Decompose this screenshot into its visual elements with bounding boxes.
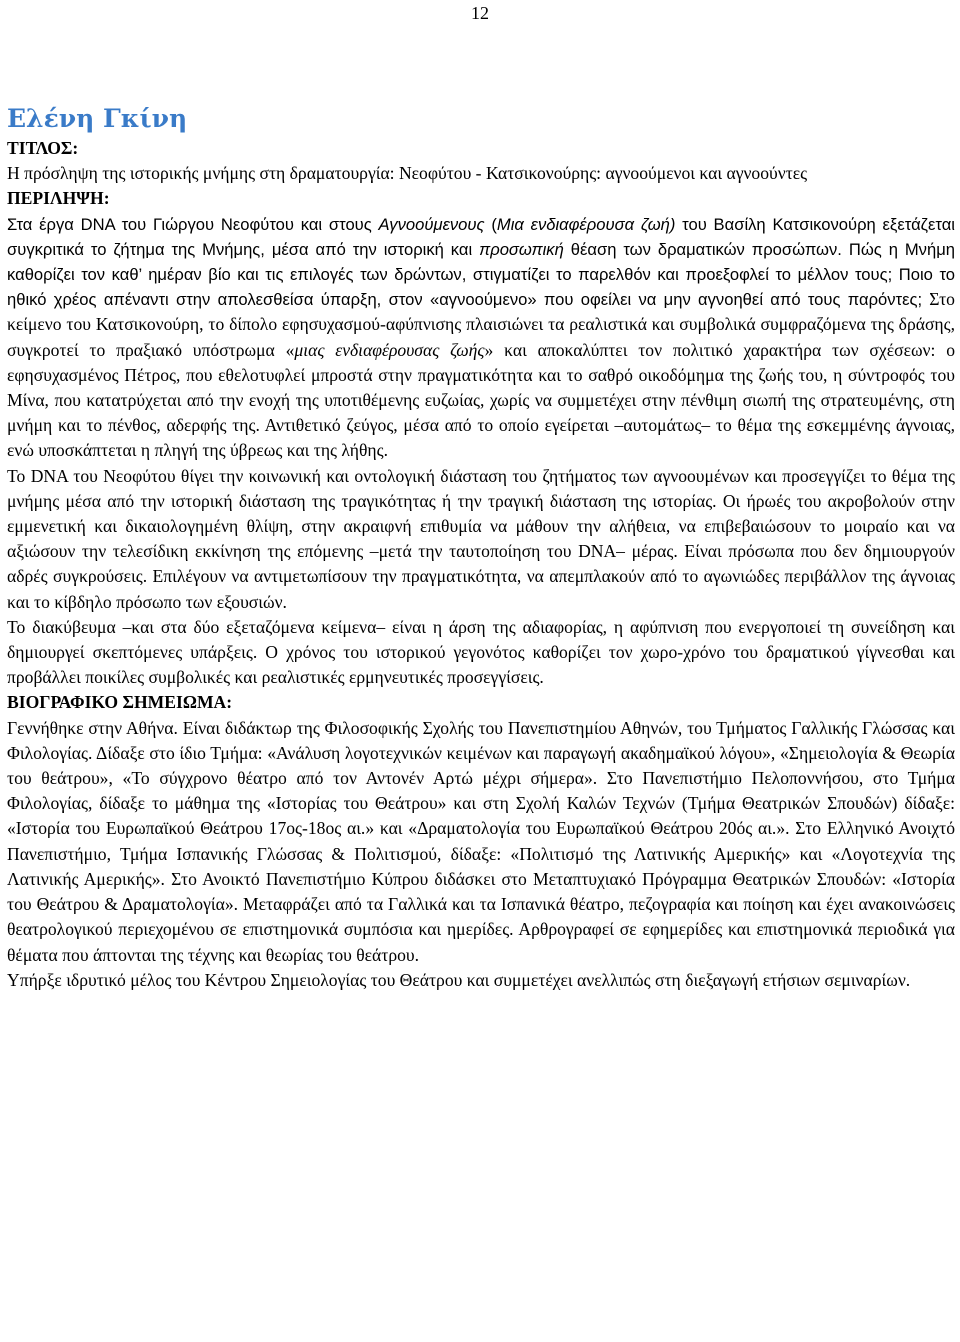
document-body	[7, 104, 955, 993]
abstract-label: ΠΕΡΙΛΗΨΗ:	[7, 188, 110, 209]
italic-segment: μιας ενδιαφέρουσας ζωής	[294, 339, 485, 360]
abstract-paragraph-2: Το DNA του Νεοφύτου θίγει την κοινωνική και οντολογική διάσταση του ζητήματος των αγνοουμένων και προσεγγίζει το θέμα της μνήμης μέσα από την ιστορική διάσταση της τραγικότητας ή την τραγική διάσταση της ιστορίας. Οι ήρωές του ακροβολούν στην εμμενετική και δικαιολογημένη θλίψη, στην ακραιφνή επιθυμία να μάθουν την αλήθεια, να επιβεβαιώσουν το μοιραίο και να αξιώσουν την τελεσίδικη εκκίνηση της επόμενης –μετά την ταυτοποίηση του DNA– μέρας. Είναι πρόσωπα που δεν δημιουργούν αδρές συγκρούσεις. Επιλέγουν να αντιμετωπίσουν την πραγματικότητα, να απεμπλακούν από το αγωνιώδες περιβάλλον της άγνοιας και το κίβδηλο πρόσωπο των εξουσιών.	[7, 465, 955, 612]
italic-segment: Μια ενδιαφέρουσα ζωή)	[496, 214, 676, 234]
text-segment: (	[484, 214, 497, 234]
italic-segment: Αγνοούμενους	[378, 214, 485, 234]
bio-label: ΒΙΟΓΡΑΦΙΚΟ ΣΗΜΕΙΩΜΑ:	[7, 692, 233, 713]
text-segment: θέαση των δραματικών προσώπων.	[563, 239, 842, 259]
bio-paragraph-1: Γεννήθηκε στην Αθήνα. Είναι διδάκτωρ της Φιλοσοφικής Σχολής του Πανεπιστημίου Αθηνών, του Τμήματος Γαλλικής Γλώσσας και Φιλολογίας. Δίδαξε στο ίδιο Τμήμα: «Ανάλυση λογοτεχνικών κειμένων και παραγωγή ακαδημαϊκού λόγου», «Σημειολογία & Θεωρία του θεάτρου», «Το σύγχρονο θέατρο από τον Αντονέν Αρτώ μέχρι σήμερα». Στο Πανεπιστήμιο Πελοποννήσου, στο Τμήμα Φιλολογίας, δίδαξε το μάθημα της «Ιστορίας του Θεάτρου» και στη Σχολή Καλών Τεχνών (Τμήμα Θεατρικών Σπουδών) δίδαξε: «Ιστορία του Ευρωπαϊκού Θεάτρου 17ος-18ος αι.» και «Δραματολογία του Ευρωπαϊκού Θεάτρου 20ός αι.». Στο Ελληνικό Ανοιχτό Πανεπιστήμιο, Τμήμα Ισπανικής Γλώσσας & Πολιτισμού, δίδαξε: «Πολιτισμό της Λατινικής Αμερικής» και «Λογοτεχνία της Λατινικής Αμερικής». Στο Ανοικτό Πανεπιστήμιο Κύπρου διδάσκει στο Μεταπτυχιακό Πρόγραμμα Θεατρικών Σπουδών: «Ιστορία του Θεάτρου & Δραματολογία». Μεταφράζει από τα Γαλλικά και τα Ισπανικά θέατρο, πεζογραφία και ποίηση και έχει ανακοινώσεις θεατρολογικού περιεχομένου σε επιστημονικά συμπόσια και ημερίδες. Αρθρογραφεί σε εφημερίδες και επιστημονικά περιοδικά για θέματα που άπτονται της τέχνης και θεωρίας του θεάτρου.	[7, 717, 955, 965]
abstract-intro-segment	[7, 215, 955, 259]
page-number: 12	[471, 3, 489, 23]
author-name: Ελένη Γκίνη	[7, 104, 188, 133]
abstract-paragraph-3: Το διακύβευμα –και στα δύο εξεταζόμενα κείμενα– είναι η άρση της αδιαφορίας, η αφύπνιση που ενεργοποιεί τη συνείδηση και δημιουργεί σκεπτόμενες υπάρξεις. Ο χρόνος του ιστορικού γεγονότος καθορίζει τον χωρο-χρόνο του δραματικού γίγνεσθαι και προβάλλει ποικίλες συμβολικές και ρεαλιστικές ερμηνευτικές προσεγγίσεις.	[7, 616, 955, 688]
title-label: ΤΙΤΛΟΣ:	[7, 138, 79, 158]
text-segment: Πώς η Μνήμη καθορίζει τον καθ’ ημέραν βίο και τις επιλογές των δρώντων, στιγματίζει το παρελθόν και προεξοφλεί το μέλλον τους; Ποιο το ηθικό χρέος απέναντι στην απολεσθείσα ύπαρξη, στον «αγνοούμενο» που οφείλει να μην αγνοηθεί από τους παρόντες;	[7, 239, 955, 310]
abstract-paragraph-1	[7, 212, 955, 464]
bio-paragraph-2: Υπήρξε ιδρυτικό μέλος του Κέντρου Σημειολογίας του Θεάτρου και συμμετέχει ανελλιπώς στη διεξαγωγή ετήσιων σεμιναρίων.	[7, 969, 911, 990]
text-segment: Στα έργα DNA του Γιώργου Νεοφύτου και στους	[7, 214, 379, 234]
text-segment: » και αποκαλύπτει τον πολιτικό χαρακτήρα των σχέσεων: ο εφησυχασμένος Πέτρος, που εθελοτυφλεί μπροστά στην πραγματικότητα και το σαθρό οικοδόμημα της ζωής του, η σύντροφός του Μίνα, που κατατρύχεται από την ενοχή της υποτιθέμενης ευζωίας, χωρίς να συμμετέχει στην πένθιμη σιωπή της στρατευμένης, στη μνήμη και το πένθος, αδερφής της. Αντιθετικό ζεύγος, μέσα από το οποίο εγείρεται –αυτομάτως– το θέμα της εσκεμμένης άγνοιας, ενώ υποσκάπτεται η πληγή της ύβρεως και της λήθης.	[7, 339, 955, 461]
paper-title: Η πρόσληψη της ιστορικής μνήμης στη δραματουργία: Νεοφύτου - Κατσικονούρης: αγνοούμενοι και αγνοούντες	[7, 163, 808, 184]
italic-segment: προσωπική	[479, 239, 564, 259]
text-segment: του Βασίλη Κατσικονούρη εξετάζεται συγκριτικά το ζήτημα της Μνήμης, μέσα από την ιστορική και	[7, 214, 955, 259]
text-segment: Στο κείμενο του Κατσικονούρη, το δίπολο εφησυχασμού-αφύπνισης πλαισιώνει τα ρεαλιστικά και συμβολικά συμφραζόμενα της δράσης, συγκροτεί το πραξιακό υπόστρωμα «	[7, 289, 955, 360]
